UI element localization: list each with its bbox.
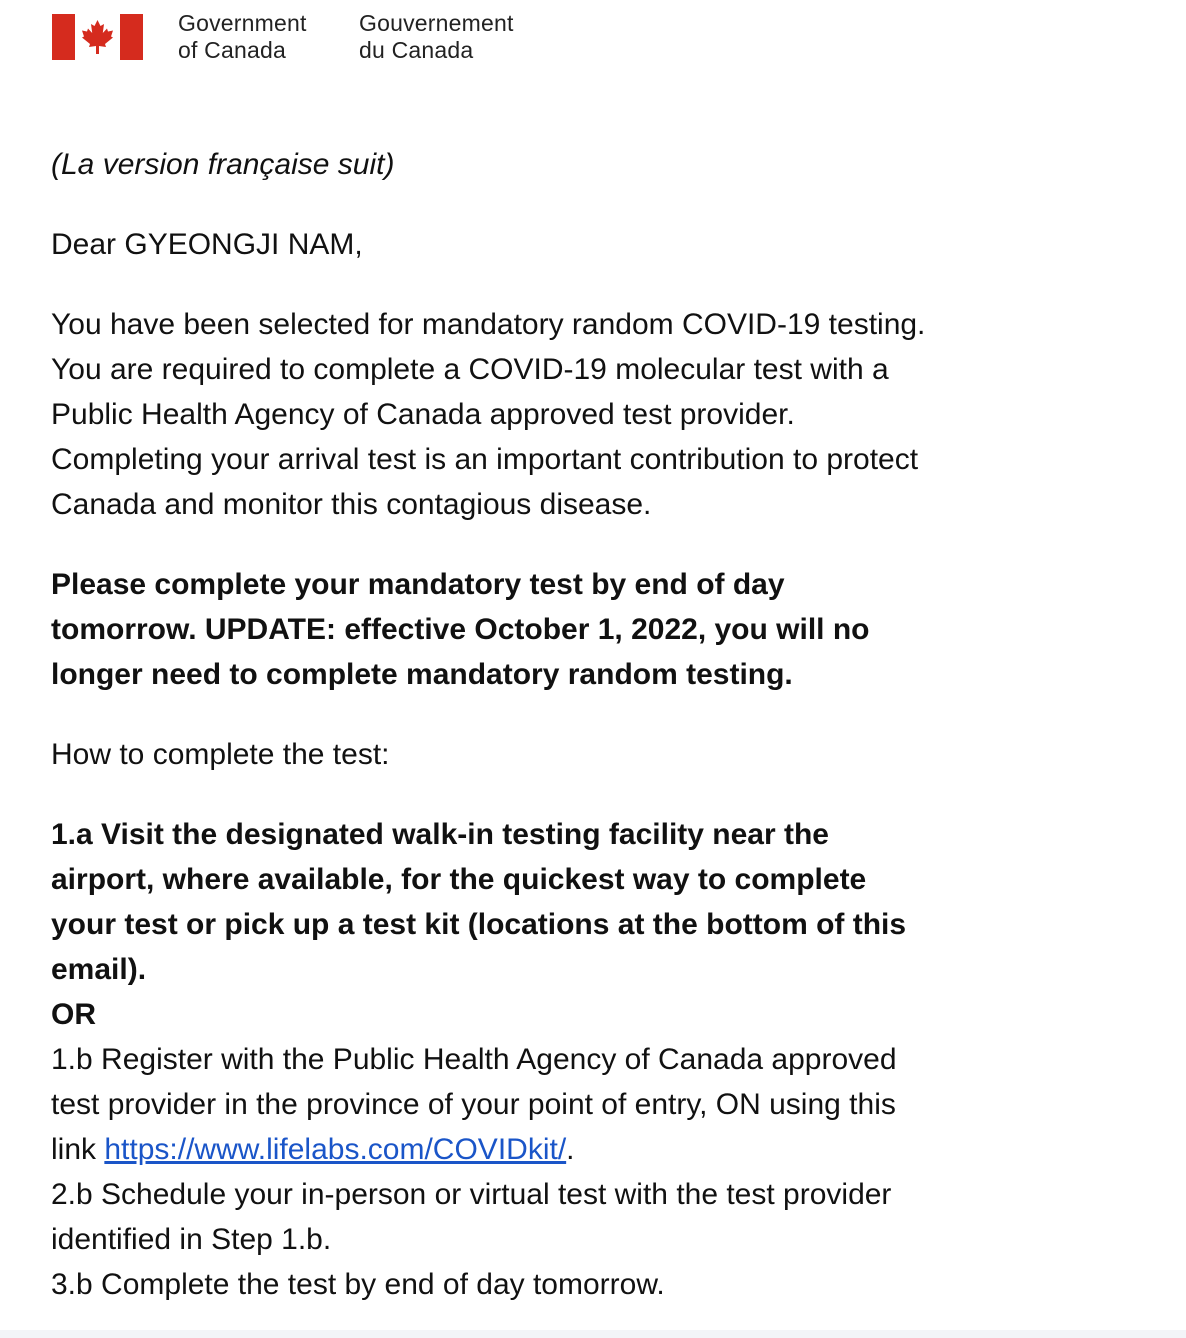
intro-line: Public Health Agency of Canada approved test provider. bbox=[51, 398, 795, 431]
email-body bbox=[51, 142, 1091, 1307]
step-2b-line: 2.b Schedule your in-person or virtual test with the test provider bbox=[51, 1178, 892, 1211]
greeting: Dear GYEONGJI NAM, bbox=[51, 228, 363, 261]
gov-en-line2: of Canada bbox=[178, 37, 286, 63]
notice-line: Please complete your mandatory test by end of day bbox=[51, 568, 785, 601]
intro-line: Completing your arrival test is an important contribution to protect bbox=[51, 443, 919, 476]
gouvernement-du-canada-wordmark bbox=[359, 10, 514, 64]
step-1a-line: email). bbox=[51, 953, 147, 986]
step-1a-line: your test or pick up a test kit (locations at the bottom of this bbox=[51, 908, 907, 941]
bottom-divider bbox=[0, 1330, 1186, 1338]
or-separator: OR bbox=[51, 998, 96, 1031]
notice-line: longer need to complete mandatory random testing. bbox=[51, 658, 793, 691]
notice-line: tomorrow. UPDATE: effective October 1, 2022, you will no bbox=[51, 613, 870, 646]
step-2b-line: identified in Step 1.b. bbox=[51, 1223, 332, 1256]
lifelabs-covidkit-link[interactable]: https://www.lifelabs.com/COVIDkit/ bbox=[104, 1133, 567, 1166]
step-1b-link-line bbox=[51, 1127, 1091, 1172]
gov-en-line1: Government bbox=[178, 10, 307, 36]
french-version-note: (La version française suit) bbox=[51, 148, 395, 181]
step-1b-line: test provider in the province of your point of entry, ON using this bbox=[51, 1088, 896, 1121]
step-3b-line: 3.b Complete the test by end of day tomorrow. bbox=[51, 1268, 665, 1301]
gov-fr-line2: du Canada bbox=[359, 37, 474, 63]
link-suffix: . bbox=[566, 1133, 575, 1166]
step-1a-line: airport, where available, for the quickest way to complete bbox=[51, 863, 867, 896]
gov-fr-line1: Gouvernement bbox=[359, 10, 514, 36]
step-1a-line: 1.a Visit the designated walk-in testing facility near the bbox=[51, 818, 829, 851]
test-steps bbox=[51, 812, 1091, 1307]
government-of-canada-wordmark bbox=[178, 10, 307, 64]
deadline-notice bbox=[51, 562, 1091, 697]
intro-paragraph bbox=[51, 302, 1091, 527]
intro-line: You have been selected for mandatory random COVID-19 testing. bbox=[51, 308, 926, 341]
intro-line: You are required to complete a COVID-19 molecular test with a bbox=[51, 353, 889, 386]
step-1b-line: 1.b Register with the Public Health Agency of Canada approved bbox=[51, 1043, 897, 1076]
intro-line: Canada and monitor this contagious disease. bbox=[51, 488, 652, 521]
howto-heading: How to complete the test: bbox=[51, 738, 390, 771]
gov-header bbox=[52, 10, 612, 62]
canada-flag-icon bbox=[52, 14, 143, 60]
link-prefix: link bbox=[51, 1133, 105, 1166]
